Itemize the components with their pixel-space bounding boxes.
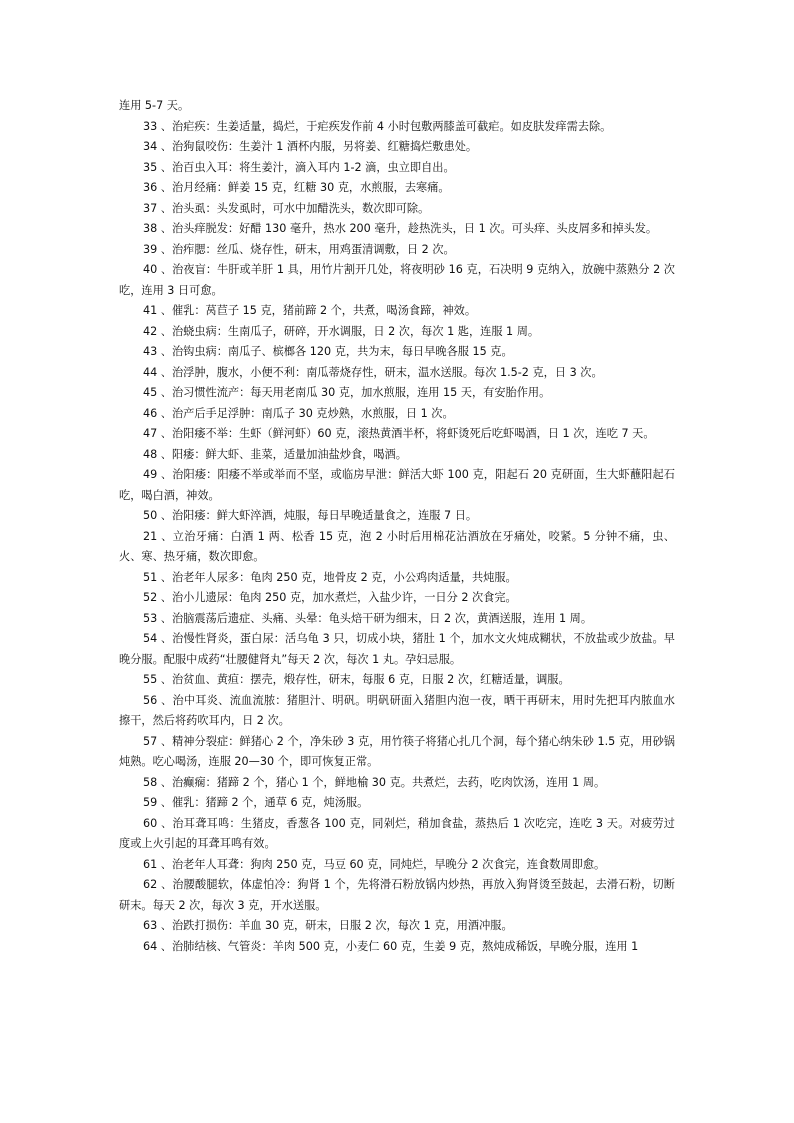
remedy-entry: 49 、治阳痿：阳痿不举或举而不坚，或临房早泄：鲜活大虾 100 克，阳起石 20 克研面，生大虾蘸阳起石吃，喝白酒，神效。 xyxy=(119,468,675,502)
remedy-entry: 21 、立治牙痛：白酒 1 两、松香 15 克，泡 2 小时后用棉花沾酒放在牙痛处，咬紧。5 分钟不痛，虫、火、寒、热牙痛，数次即愈。 xyxy=(119,529,675,563)
document-page xyxy=(119,96,675,957)
remedy-entry: 35 、治百虫入耳：将生姜汁，滴入耳内 1-2 滴，虫立即自出。 xyxy=(143,160,455,174)
remedy-entry: 50 、治阳痿：鲜大虾淬酒，炖服，每日早晚适量食之，连服 7 日。 xyxy=(143,509,478,522)
remedy-entry: 57 、精神分裂症：鲜猪心 2 个，净朱砂 3 克，用竹筷子将猪心扎几个洞，每个猪心纳朱砂 1.5 克，用砂锅炖熟。吃心喝汤，连服 20—30 个，即可恢复正常。 xyxy=(119,734,675,768)
remedy-entry: 63 、治跌打损伤：羊血 30 克，研末，日服 2 次，每次 1 克，用酒冲服。 xyxy=(143,919,513,932)
remedy-entry: 54 、治慢性肾炎，蛋白尿：活乌龟 3 只，切成小块，猪肚 1 个，加水文火炖成糊状，不放盐或少放盐。早晚分服。配服中成药“壮腰健肾丸”每天 2 次，每次 1 丸。孕妇忌服。 xyxy=(119,632,675,666)
remedy-entry: 48 、阳痿：鲜大虾、韭菜，适量加油盐炒食，喝酒。 xyxy=(143,447,407,461)
remedy-entry: 64 、治肺结核、气管炎：羊肉 500 克，小麦仁 60 克，生姜 9 克，熬炖成稀饭，早晚分服，连用 1 xyxy=(143,939,639,953)
remedy-entry: 52 、治小儿遗尿：龟肉 250 克，加水煮烂，入盐少许，一日分 2 次食完。 xyxy=(143,591,517,604)
remedy-entry: 40 、治夜盲：牛肝或羊肝 1 具，用竹片割开几处，将夜明砂 16 克，石决明 9 克纳入，放碗中蒸熟分 2 次吃，连用 3 日可愈。 xyxy=(119,263,675,297)
remedy-entry: 39 、治痄腮：丝瓜、烧存性，研末，用鸡蛋清调敷，日 2 次。 xyxy=(143,242,455,256)
remedy-entry: 55 、治贫血、黄疸：摆壳，煅存性，研末，每服 6 克，日服 2 次，红糖适量，调服。 xyxy=(143,673,570,686)
remedy-entry: 47 、治阳痿不举：生虾（鲜河虾）60 克，滚热黄酒半杯，将虾烫死后吃虾喝酒，日 1 次，连吃 7 天。 xyxy=(143,427,655,440)
remedy-entry: 58 、治癫痫：猪蹄 2 个，猪心 1 个，鲜地榆 30 克。共煮烂，去药，吃肉饮汤，连用 1 周。 xyxy=(143,775,606,789)
remedy-entry: 44 、治浮肿，腹水，小便不利：南瓜蒂烧存性，研末，温水送服。每次 1.5-2 克，日 3 次。 xyxy=(143,365,603,379)
remedy-entry: 42 、治蛲虫病：生南瓜子，研碎，开水调服，日 2 次，每次 1 匙，连服 1 周。 xyxy=(143,324,540,338)
remedy-entry: 38 、治头痒脱发：好醋 130 毫升，热水 200 毫升，趁热洗头，日 1 次。可头痒、头皮屑多和掉头发。 xyxy=(143,222,658,235)
remedy-entry: 46 、治产后手足浮肿：南瓜子 30 克炒熟，水煎服，日 1 次。 xyxy=(143,406,454,420)
remedy-entry: 45 、治习惯性流产：每天用老南瓜 30 克，加水煎服，连用 15 天，有安胎作用。 xyxy=(143,386,551,399)
remedy-entry: 33 、治疟疾：生姜适量，捣烂，于疟疾发作前 4 小时包敷两膝盖可截疟。如皮肤发痒需去除。 xyxy=(143,119,612,133)
remedy-entry: 62 、治腰酸腿软，体虚怕冷：狗肾 1 个，先将滑石粉放锅内炒热，再放入狗肾烫至鼓起，去滑石粉，切断研末。每天 2 次，每次 3 克，开水送服。 xyxy=(119,878,675,912)
continuation-line: 连用 5-7 天。 xyxy=(119,99,190,112)
remedy-entry: 37 、治头虱：头发虱时，可水中加醋洗头，数次即可除。 xyxy=(143,201,430,215)
remedy-entry: 41 、催乳：莴苣子 15 克，猪前蹄 2 个，共煮，喝汤食蹄，神效。 xyxy=(143,304,477,317)
remedy-entry: 51 、治老年人尿多：龟肉 250 克，地骨皮 2 克，小公鸡肉适量，共炖服。 xyxy=(143,570,517,584)
remedy-entry: 34 、治狗鼠咬伤：生姜汁 1 酒杯内服，另将姜、红糖捣烂敷患处。 xyxy=(143,140,478,153)
remedy-entry: 53 、治脑震荡后遗症、头痛、头晕：龟头焙干研为细末，日 2 次，黄酒送服，连用 1 周。 xyxy=(143,611,593,625)
remedy-entry: 59 、催乳：猪蹄 2 个，通草 6 克，炖汤服。 xyxy=(143,796,369,809)
remedy-entry: 56 、治中耳炎、流血流脓：猪胆汁、明矾。明矾研面入猪胆内泡一夜，晒干再研末，用时先把耳内脓血水擦干，然后将药吹耳内，日 2 次。 xyxy=(119,693,675,727)
remedy-entry: 60 、治耳聋耳鸣：生猪皮，香葱各 100 克，同剁烂，稍加食盐，蒸热后 1 次吃完，连吃 3 天。对疲劳过度或上火引起的耳聋耳鸣有效。 xyxy=(119,816,675,850)
remedy-entry: 43 、治钩虫病：南瓜子、槟榔各 120 克，共为末，每日早晚各服 15 克。 xyxy=(143,345,513,358)
remedy-entry: 36 、治月经痛：鲜姜 15 克，红糖 30 克，水煎服，去寒痛。 xyxy=(143,181,450,194)
remedy-entry: 61 、治老年人耳聋：狗肉 250 克，马豆 60 克，同炖烂，早晚分 2 次食完，连食数周即愈。 xyxy=(143,857,606,871)
